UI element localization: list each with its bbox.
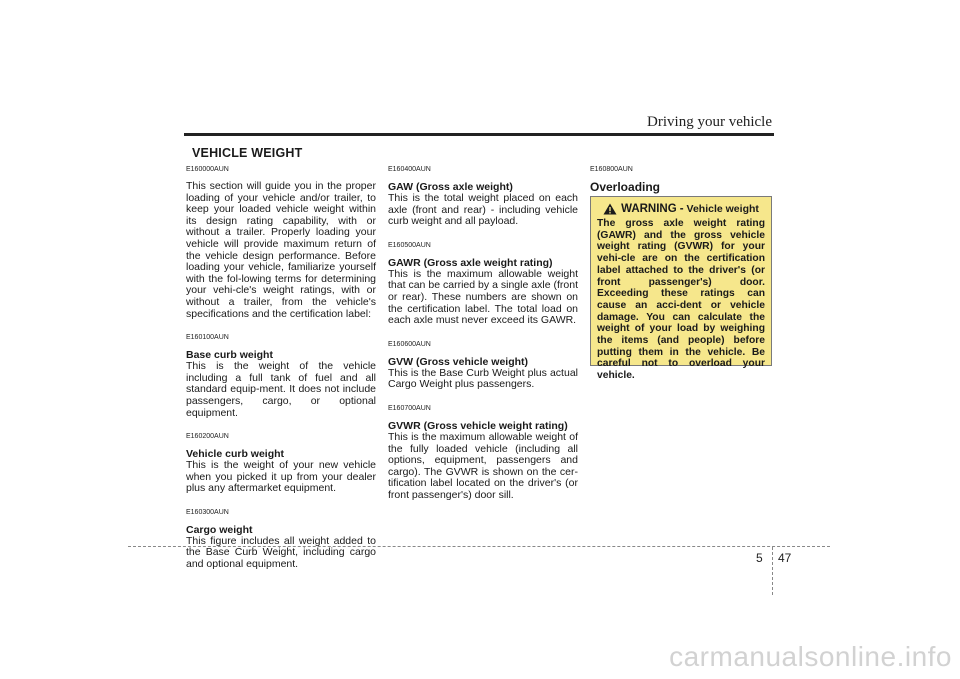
column-1 — [186, 166, 376, 571]
intro-text: This section will guide you in the proper loading of your vehicle and/or trailer, to keep your loaded vehicle weight within its design rating capability, with or without a trailer. Properly loading your vehicle will provide maximum return of the vehicle design performance. Before loading your vehicle, familiarize yourself with the fol-lowing terms for determining your vehi-cle's weight ratings, with or without a trailer, from the vehicle's specifications and the certification label: — [186, 180, 376, 320]
warning-box — [590, 196, 772, 382]
section-code: E160400AUN — [388, 166, 431, 173]
watermark: carmanualsonline.info — [669, 641, 952, 672]
section-code: E160600AUN — [388, 340, 431, 348]
section-code: E160000AUN — [186, 166, 229, 173]
chapter-number: 5 — [756, 551, 763, 565]
section-code: E160300AUN — [186, 508, 229, 516]
subheading-gaw: GAW (Gross axle weight) — [388, 181, 513, 193]
warning-topic: Vehicle weight — [686, 203, 759, 215]
gvw-text: This is the Base Curb Weight plus actual Cargo Weight plus passengers. — [388, 366, 578, 391]
spacer — [388, 327, 578, 341]
column-3 — [590, 166, 780, 193]
subheading-vehicle-curb-weight: Vehicle curb weight — [186, 448, 285, 461]
subheading-gawr: GAWR (Gross axle weight rating) — [388, 256, 553, 269]
column-2 — [388, 166, 578, 502]
header-rule — [184, 133, 774, 136]
gawr-text: This is the maximum allowable weight that can be carried by a single axle (front or rear). These numbers are shown on the certification label. The total load on each axle must never exceed its GAWR. — [388, 267, 578, 327]
section-code: E160100AUN — [186, 334, 229, 342]
gaw-text: This is the total weight placed on each axle (front and rear) - including vehicle curb weight and all payload. — [388, 192, 578, 228]
page-number: 47 — [778, 551, 792, 565]
header-title: Driving your vehicle — [647, 114, 772, 130]
cargo-weight-text: This figure includes all weight added to the Base Curb Weight, including cargo and optional equipment. — [186, 534, 376, 571]
spacer — [388, 228, 578, 242]
footer-line — [128, 546, 830, 547]
section-code: E160700AUN — [388, 404, 431, 412]
spacer — [186, 495, 376, 509]
vehicle-curb-weight-text: This is the weight of your new vehicle when you picked it up from your dealer plus any aftermarket equipment. — [186, 459, 376, 495]
subheading-gvwr: GVWR (Gross vehicle weight rating) — [388, 419, 568, 432]
base-curb-weight-text: This is the weight of the vehicle including a full tank of fuel and all standard equip-ment. It does not include passengers, cargo, or optional equipment. — [186, 360, 376, 419]
gvwr-text: This is the maximum allowable weight of the fully loaded vehicle (including all options, equipment, passengers and cargo). The GVWR is shown on the cer-tification label located on the driver's (or front passenger's) door sill. — [388, 430, 578, 501]
subheading-overloading: Overloading — [590, 180, 661, 194]
subheading-cargo-weight: Cargo weight — [186, 523, 253, 536]
warning-label: WARNING — [621, 203, 677, 215]
subheading-gvw: GVW (Gross vehicle weight) — [388, 355, 529, 368]
warning-text: The gross axle weight rating (GAWR) and the gross vehicle weight rating (GVWR) for your vehi-cle are on the certification label attached to the driver's (or front passenger's) door. Exceeding these ratings can cause an acci-dent or vehicle damage. You can calculate the weight of your load by weighing the items (and people) before putting them in the vehicle. Be careful not to overload your vehicle. — [597, 218, 765, 382]
section-code: E160500AUN — [388, 241, 431, 249]
footer-vline — [772, 547, 773, 595]
section-code: E160200AUN — [186, 433, 229, 441]
warning-header — [597, 203, 765, 215]
section-code: E160800AUN — [590, 166, 633, 173]
subheading-base-curb-weight: Base curb weight — [186, 349, 273, 362]
spacer — [186, 320, 376, 334]
spacer — [186, 419, 376, 433]
spacer — [388, 391, 578, 405]
warning-dash: - — [679, 203, 684, 215]
section-title: VEHICLE WEIGHT — [192, 146, 303, 160]
warning-triangle-icon — [603, 203, 617, 215]
